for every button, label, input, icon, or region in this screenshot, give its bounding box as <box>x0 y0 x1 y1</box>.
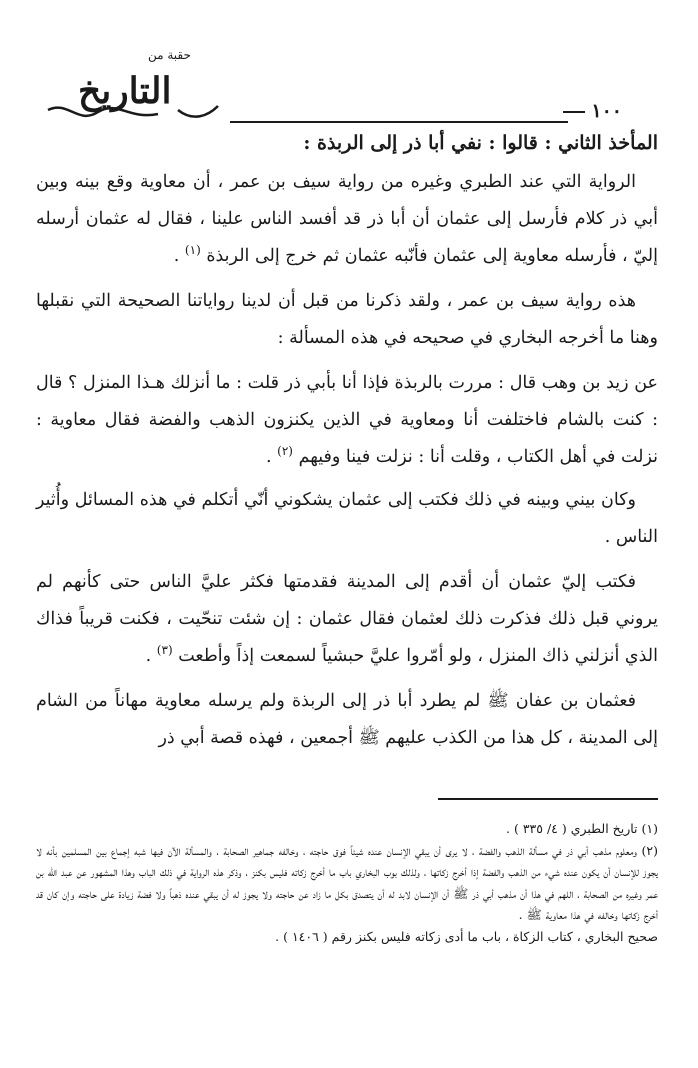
paragraph-3: عن زيد بن وهب قال : مررت بالربذة فإذا أنا بأبي ذر قلت : ما أنزلك هـذا المنزل ؟ قال : كنت بالشام فاختلفت أنا ومعاوية في الذين يكنزون الذهب والفضة فقال معاوية : نزلت في أهل الكتاب ، وقلت أنا : نزلت فينا وفيهم $^{(٢)}$ . <box>36 373 658 467</box>
footnote-ref-2[interactable]: (٢) <box>277 444 293 459</box>
logo-top-text: حقبة من <box>148 48 191 62</box>
logo-flourish-icon <box>38 30 228 130</box>
footnote-ref-3[interactable]: (٣) <box>156 643 173 658</box>
footnote-rule <box>438 798 658 800</box>
footnote-3: صحيح البخاري ، كتاب الزكاة ، باب ما أدى زكاته فليس بكنز رقم ( ١٤٠٦ ) . <box>275 928 658 944</box>
paragraph-2: هذه رواية سيف بن عمر ، ولقد ذكرنا من قبل أن لدينا رواياتنا الصحيحة التي نقبلها وهنا ما أخرجه البخاري في صحيحه في هذه المسألة : <box>36 291 658 348</box>
book-title-logo <box>38 30 228 130</box>
paragraph-5-text: فكتب إليّ عثمان أن أقدم إلى المدينة فقدمتها فكثر عليَّ الناس حتى كأنهم لم يروني قبل ذلك فذكرت ذلك لعثمان فقال عثمان : إن شئت تنحّيت ، فكنت قريباً فذاك الذي أنزلني ذاك المنزل ، ولو أمّروا عليَّ حبشياً لسمعت إذاً وأطعت <box>36 572 658 666</box>
header-rule <box>230 121 568 123</box>
page-header <box>30 18 668 128</box>
paragraph-1: الرواية التي عند الطبري وغيره من رواية سيف بن عمر ، أن معاوية وقع بينه وبين أبي ذر كلام فأرسل إلى عثمان أن أبا ذر قد أفسد الناس علينا ، فقال له عثمان أرسله إليّ ، فأرسله معاوية إلى عثمان فأنّبه عثمان ثم خرج إلى الربذة $^{(١)}$ . <box>36 172 658 266</box>
footnote-ref-1[interactable]: (١) <box>184 243 201 258</box>
footnotes <box>36 818 658 947</box>
paragraph-5: فكتب إليّ عثمان أن أقدم إلى المدينة فقدمتها فكثر عليَّ الناس حتى كأنهم لم يروني قبل ذلك فذكرت ذلك لعثمان فقال عثمان : إن شئت تنحّيت ، فكنت قريباً فذاك الذي أنزلني ذاك المنزل ، ولو أمّروا عليَّ حبشياً لسمعت إذاً وأطعت $^{(٣)}$ . <box>36 572 658 666</box>
paragraph-1-text: الرواية التي عند الطبري وغيره من رواية سيف بن عمر ، أن معاوية وقع بينه وبين أبي ذر كلام فأرسل إلى عثمان أن أبا ذر قد أفسد الناس علينا ، فقال له عثمان أرسله إليّ ، فأرسله معاوية إلى عثمان فأنّبه عثمان ثم خرج إلى الربذة <box>36 172 658 266</box>
paragraph-4: وكان بيني وبينه في ذلك فكتب إلى عثمان يشكوني أنّي أتكلم في هذه المسائل وأُثير الناس . <box>36 490 658 547</box>
page-number <box>563 100 622 122</box>
page-number-ornament <box>563 111 585 113</box>
footnote-1: (١) تاريخ الطبري ( ٤/ ٣٣٥ ) . <box>506 821 658 836</box>
paragraph-3-text: عن زيد بن وهب قال : مررت بالربذة فإذا أنا بأبي ذر قلت : ما أنزلك هـذا المنزل ؟ قال : كنت بالشام فاختلفت أنا ومعاوية في الذين يكنزون الذهب والفضة فقال معاوية : نزلت في أهل الكتاب ، وقلت أنا : نزلت فينا وفيهم <box>36 373 658 467</box>
footnote-2: (٢) ومعلوم مذهب أبي ذر في مسألة الذهب والفضة ، لا يرى أن يبقي الإنسان عنده شيئاً فوق حاجته ، وخالفه جماهير الصحابة ، والمسألة الآن فيها شبه إجماع بين المسلمين بأنه لا يجوز للإنسان أن يكون عنده شيء من الذهب والفضة إذا أخرج زكاتها ، ولذلك بوب البخاري باب ما أخرج زكاته فليس بكنز ، وذكر هذه الرواية في ذلك الباب وهذا المشهور عن عبد الله بن عمر وغيره من الصحابة ، اللهم في هذا أن مذهب أبي ذر ﷺ أن الإنسان لابد له أن يتصدق بكل ما زاد عن حاجته ولا يجوز له أن يبقي عنده ذهباً ولا فضة زيادة على حاجته وإن كان قد أخرج زكاتها وخالفه في هذا معاوية ﷺ . <box>36 842 658 922</box>
main-text <box>36 125 658 765</box>
page-number-text: ١٠٠ <box>591 100 622 122</box>
section-title: المأخذ الثاني : قالوا : نفي أبا ذر إلى الربذة : <box>303 132 658 154</box>
logo-main-text: التاريخ <box>78 70 172 112</box>
paragraph-6: فعثمان بن عفان ﷺ لم يطرد أبا ذر إلى الربذة ولم يرسله معاوية مهاناً من الشام إلى المدينة ، كل هذا من الكذب عليهم ﷺ أجمعين ، فهذه قصة أبي ذر <box>36 691 658 748</box>
